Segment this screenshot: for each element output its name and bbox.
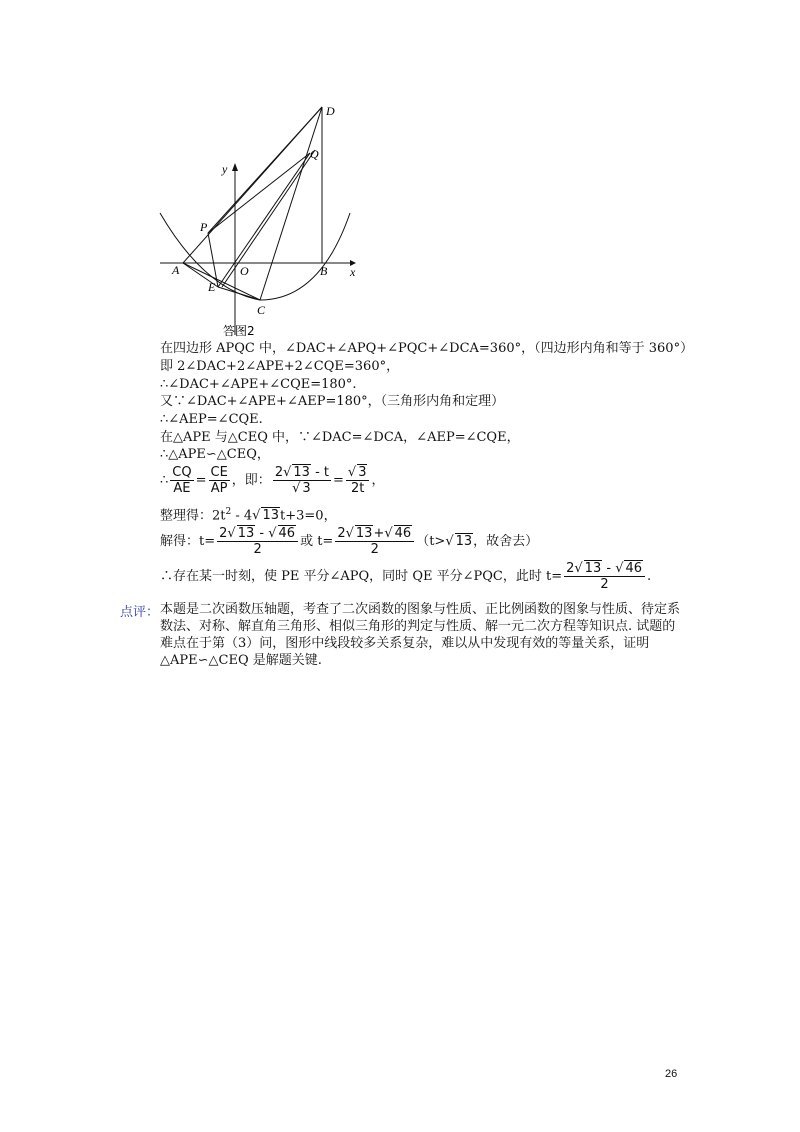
text-line-1: 在四边形 APQC 中，∠DAC+∠APQ+∠PQC+∠DCA=360°，（四边形内角和等于 360°） — [160, 341, 694, 356]
figure-caption: 答图2 — [223, 324, 255, 338]
label-a: A — [172, 263, 180, 277]
segment-cd — [260, 107, 322, 300]
comment-label: 点评： — [120, 605, 160, 620]
fraction-ce-ap: $\frac{CE}{AP}$ — [210, 465, 228, 496]
conclusion-line: ∴存在某一时刻，使 PE 平分∠APQ，同时 QE 平分∠PQC，此时 t= $\frac{2√ 13 - √ 46}{2}$ . — [160, 561, 652, 592]
fraction-right: $\frac{√ 3}{2t}$ — [346, 465, 370, 496]
fraction-cq-ae: $\frac{CQ}{AE}$ — [172, 465, 192, 496]
solution-line: 解得：t= $\frac{2√ 13 - √ 46}{2}$ 或 t= $\frac{2√ 13+√ 46}{2}$ （t>√ 13，故舍去） — [160, 526, 539, 557]
ratio-equation: ∴ $\frac{CQ}{AE}$ = $\frac{CE}{AP}$ ，即： $\frac{2√ 13 - t}{√ 3}$ = $\frac{√ 3}{2t}$ ， — [160, 465, 385, 496]
fraction-left: $\frac{2√ 13 - t}{√ 3}$ — [274, 465, 329, 496]
label-y: y — [222, 162, 228, 176]
label-p: P — [200, 220, 208, 234]
text-line-2: 即 2∠DAC+2∠APE+2∠CQE=360°， — [160, 359, 400, 374]
text-line-7: ∴△APE∽△CEQ， — [160, 447, 270, 462]
therefore-symbol: ∴ — [160, 473, 169, 488]
segment-eq — [218, 153, 310, 287]
text-line-3: ∴∠DAC+∠APE+∠CQE=180°. — [160, 377, 357, 392]
geometry-figure — [150, 95, 370, 350]
conclusion-fraction: $\frac{2√ 13 - √ 46}{2}$ — [564, 561, 645, 592]
simplified-equation: 整理得：$2t^2 - 4√$ 13t+3=0， — [160, 507, 337, 524]
segment-pe — [208, 233, 218, 287]
comment-text: 本题是二次函数压轴题，考查了二次函数的图象与性质、正比例函数的图象与性质、待定系数法、对称、解直角三角形、相似三角形的判定与性质、解一元二次方程等知识点. 试题的难点在于第（3）问，图形中线段较多关系复杂，难以从中发现有效的等量关系，证明△APE∽△CEQ 是解题关键. — [160, 602, 681, 668]
text-line-6: 在△APE 与△CEQ 中，∵∠DAC=∠DCA，∠AEP=∠CQE， — [160, 430, 520, 445]
label-e: E — [208, 280, 216, 294]
y-axis-arrow-icon — [232, 163, 238, 171]
solution-fraction-2: $\frac{2√ 13+√ 46}{2}$ — [335, 526, 414, 557]
label-x: x — [350, 265, 356, 279]
text-line-4: 又∵∠DAC+∠APE+∠AEP=180°，（三角形内角和定理） — [160, 394, 505, 409]
label-d: D — [326, 104, 335, 118]
label-o: O — [240, 264, 249, 278]
label-b: B — [320, 264, 328, 278]
segment-ec — [218, 287, 260, 300]
solution-fraction-1: $\frac{2√ 13 - √ 46}{2}$ — [217, 526, 298, 557]
label-q: Q — [310, 147, 319, 161]
label-c: C — [257, 303, 266, 317]
text-line-5: ∴∠AEP=∠CQE. — [160, 412, 263, 427]
page-number: 26 — [665, 1068, 678, 1080]
